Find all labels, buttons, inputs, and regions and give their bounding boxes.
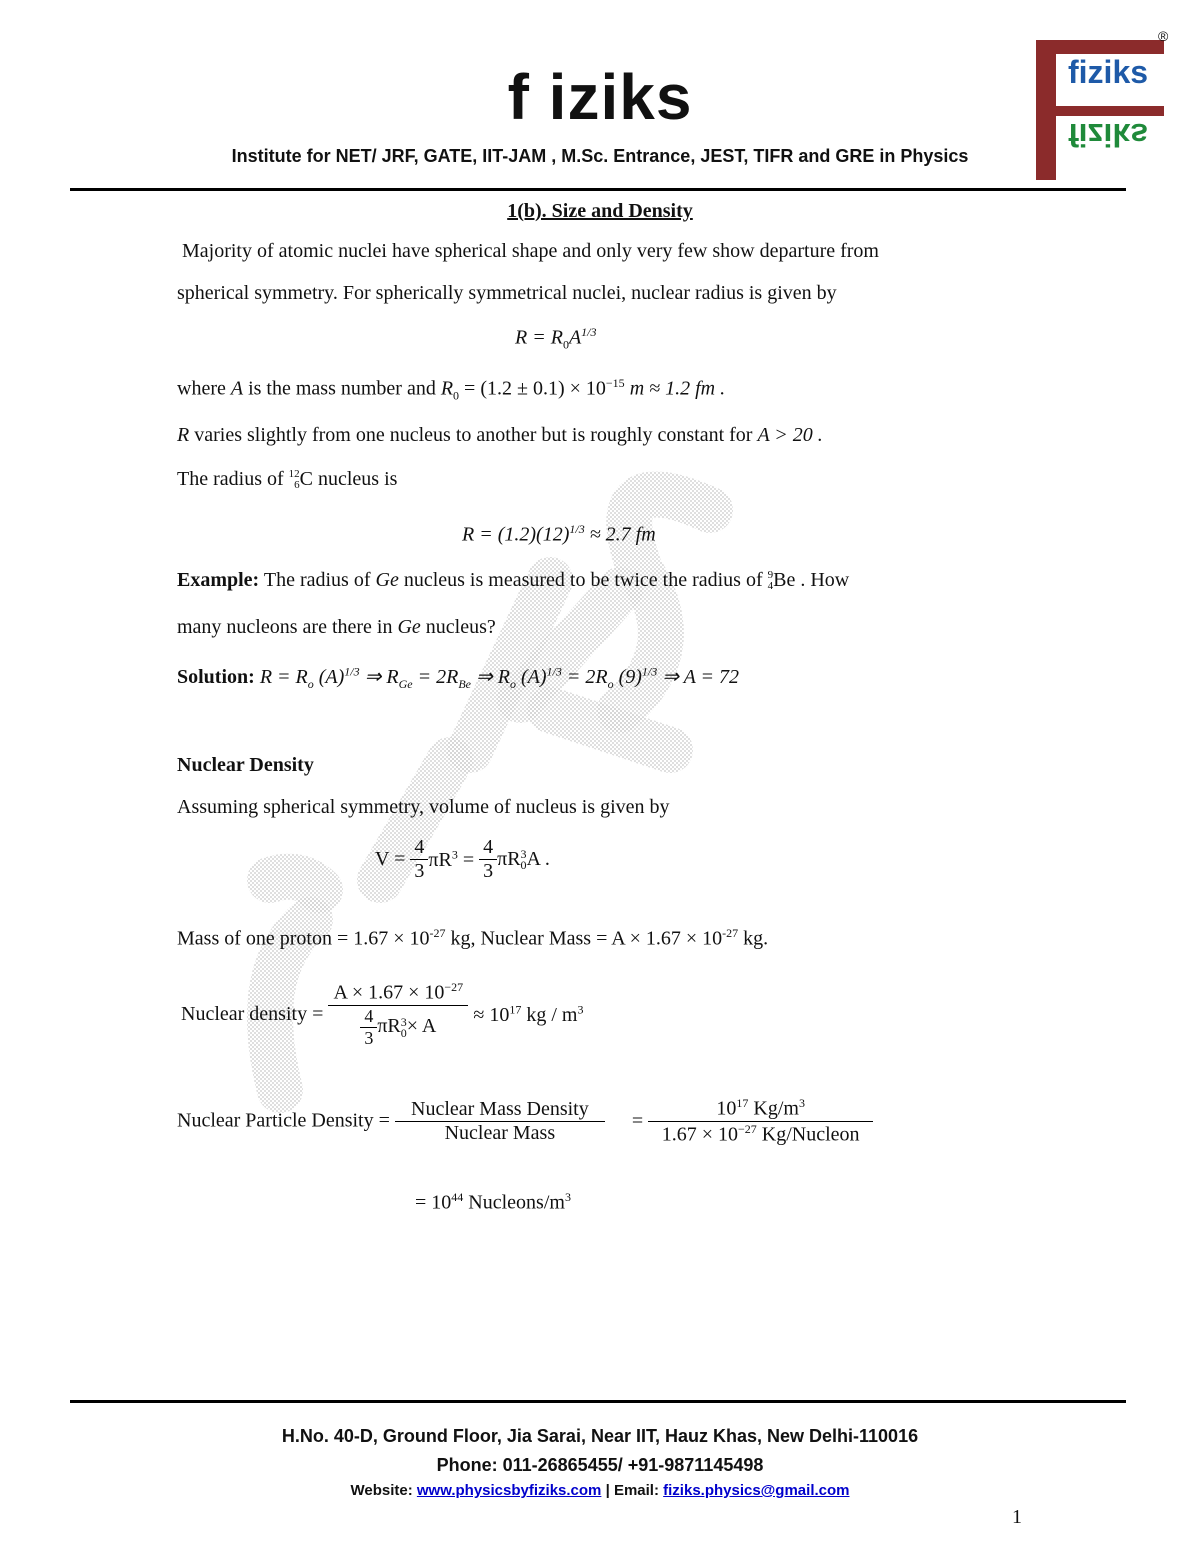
logo-text: fiziks <box>1068 54 1149 90</box>
footer-phone: Phone: 011-26865455/ +91-9871145498 <box>436 1455 764 1475</box>
logo-mirror-text: fiziks <box>1068 117 1149 153</box>
nuclear-density-equation: Nuclear density = $A \times 1.67 \times 10^{-27}$ $\frac{4}{3}$ πR 3 0 × A ≈ $10^{17}$ kg / $m^3$ <box>181 980 584 1048</box>
footer-rule <box>70 1400 1126 1403</box>
header-rule <box>70 188 1126 191</box>
brand-title: f iziks <box>507 61 693 133</box>
institute-subtitle: Institute for NET/ JRF, GATE, IIT-JAM , M.Sc. Entrance, JEST, TIFR and GRE in Physics <box>231 146 969 166</box>
footer-contact: Website: www.physicsbyfiziks.com | Email: fiziks.physics@gmail.com <box>350 1482 850 1499</box>
carbon-radius-text: The radius of 12 6 C nucleus is <box>177 468 398 492</box>
radius-variation: R varies slightly from one nucleus to another but is roughly constant for A > 20 . <box>177 424 823 446</box>
solution-line: Solution: $R = R_o$ $(A)^{1/3}$ ⇒ $R_{Ge} = 2R_{Be}$ ⇒ $R_o$ $(A)^{1/3} = 2R_o$ $(9)^{1/3}$ ⇒ A = 72 <box>177 664 740 691</box>
example-line-2: many nucleons are there in Ge nucleus? <box>177 616 496 638</box>
radius-equation: $R = R_0A^{1/3}$ <box>515 325 597 352</box>
carbon-radius-equation: $R = (1.2)(12)^{1/3} \approx 2.7$ fm <box>462 522 656 546</box>
footer-address: H.No. 40-D, Ground Floor, Jia Sarai, Near IIT, Hauz Khas, New Delhi-110016 <box>281 1426 919 1446</box>
particle-density-result: = $10^{44}$ Nucleons/$m^3$ <box>415 1190 571 1214</box>
proton-mass-line: Mass of one proton = $1.67 \times 10^{-27}$ kg, Nuclear Mass = $A \times 1.67 \times 10^{-27}$ kg. <box>177 926 769 950</box>
intro-line-2: spherical symmetry. For spherically symmetrical nuclei, nuclear radius is given by <box>177 282 837 304</box>
example-line-1: Example: The radius of Ge nucleus is measured to be twice the radius of 9 4 Be . How <box>177 569 850 593</box>
email-link[interactable]: fiziks.physics@gmail.com <box>663 1482 850 1499</box>
page-number: 1 <box>1012 1506 1022 1528</box>
particle-density-equation: Nuclear Particle Density = $\frac{\text{Nuclear Mass Density}}{\text{Nuclear Mass}}$ = $\frac{10^{17} Kg/m^3}{1.67 \times 10^{-27} Kg/Nucleon}$ <box>177 1096 873 1146</box>
fiziks-logo <box>1036 28 1169 180</box>
registered-mark: ® <box>1158 28 1169 44</box>
website-link[interactable]: www.physicsbyfiziks.com <box>416 1482 602 1499</box>
nuclear-density-heading: Nuclear Density <box>177 754 314 776</box>
section-title: 1(b). Size and Density <box>507 200 693 222</box>
r0-definition: where A is the mass number and $R_0 = (1.2 \pm 0.1) \times 10^{-15}$ m ≈ 1.2 fm . <box>177 376 726 403</box>
volume-equation: V = $\frac{4}{3}$ $\pi R^3$ = $\frac{4}{3}$ πR 3 0 A . <box>375 836 550 882</box>
intro-line-1: Majority of atomic nuclei have spherical shape and only very few show departure from <box>182 240 879 262</box>
volume-assumption: Assuming spherical symmetry, volume of nucleus is given by <box>177 796 670 818</box>
